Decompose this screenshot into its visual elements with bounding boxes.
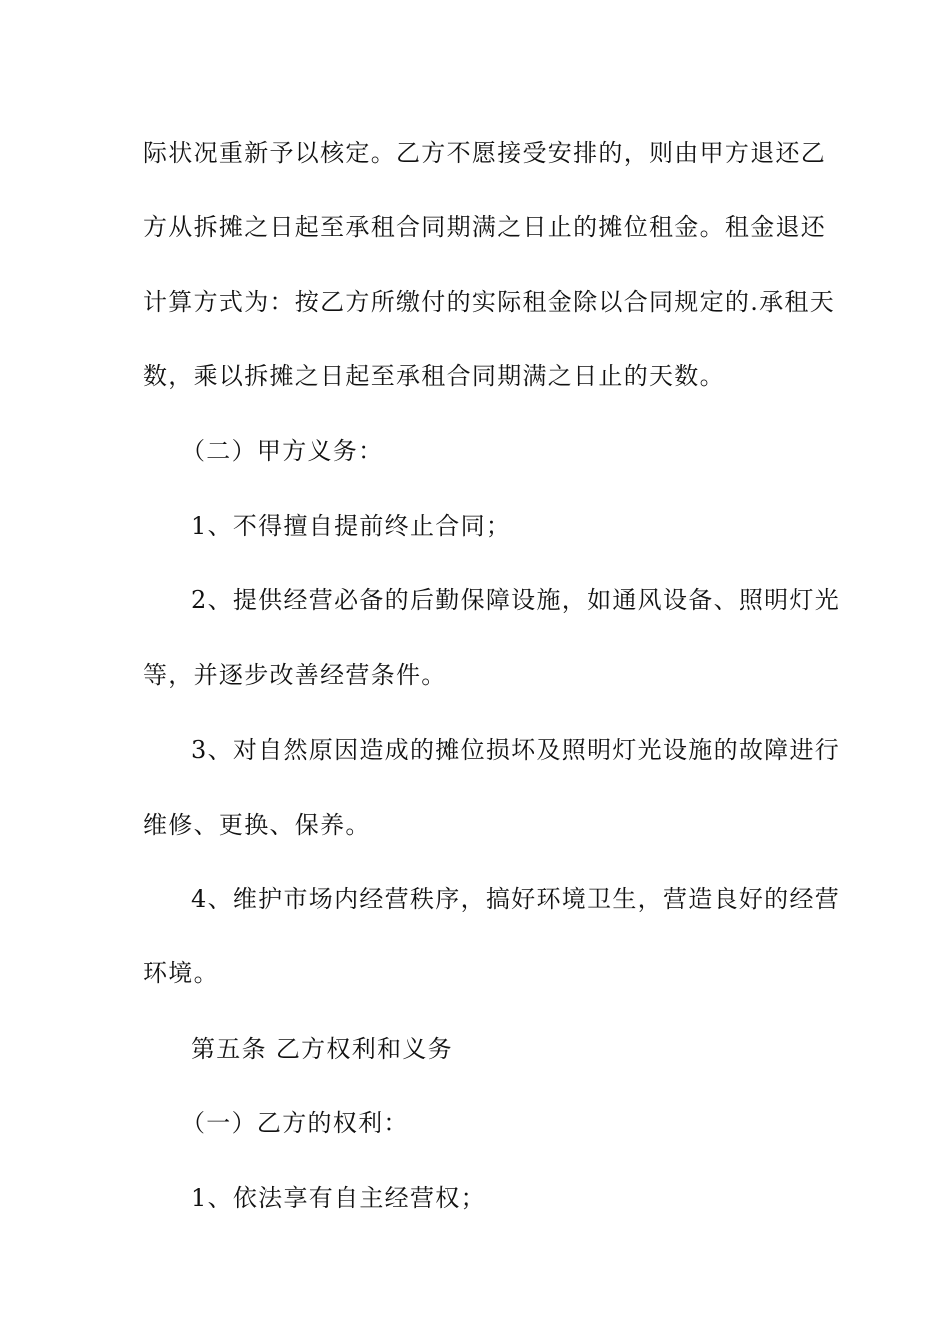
section-subheading: （二）甲方义务： (181, 437, 384, 465)
list-item: 1、不得擅自提前终止合同； (191, 512, 512, 540)
paragraph-line: 数，乘以拆摊之日起至承租合同期满之日止的天数。 (143, 362, 725, 390)
article-heading: 第五条 乙方权利和义务 (191, 1035, 453, 1063)
list-item-continuation: 维修、更换、保养。 (143, 811, 371, 839)
paragraph-line: 计算方式为：按乙方所缴付的实际租金除以合同规定的.承租天 (143, 288, 836, 316)
list-item-continuation: 环境。 (143, 959, 219, 987)
section-subheading: （一）乙方的权利： (181, 1109, 409, 1137)
list-item: 1、依法享有自主经营权； (191, 1184, 486, 1212)
list-item: 4、维护市场内经营秩序，搞好环境卫生，营造良好的经营 (191, 885, 841, 913)
list-item: 3、对自然原因造成的摊位损坏及照明灯光设施的故障进行 (191, 736, 841, 764)
list-item: 2、提供经营必备的后勤保障设施，如通风设备、照明灯光 (191, 586, 841, 614)
paragraph-line: 方从拆摊之日起至承租合同期满之日止的摊位租金。租金退还 (143, 213, 827, 241)
paragraph-line: 际状况重新予以核定。乙方不愿接受安排的，则由甲方退还乙 (143, 139, 827, 167)
list-item-continuation: 等，并逐步改善经营条件。 (143, 661, 447, 689)
